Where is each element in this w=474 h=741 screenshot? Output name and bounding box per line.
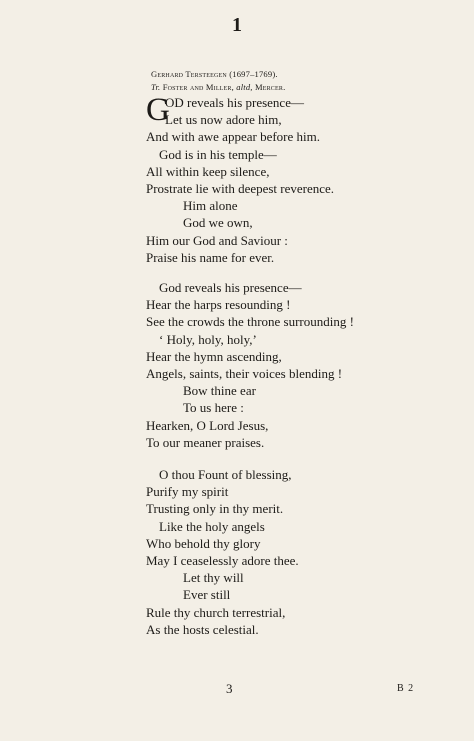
verse-line: Like the holy angels [159, 518, 265, 534]
verse-line: Let us now adore him, [165, 112, 282, 128]
author-name: Gerhard Tersteegen [151, 69, 227, 79]
page-number: 3 [226, 681, 233, 696]
stanza-2 [146, 279, 354, 451]
verse-line: God we own, [183, 215, 253, 231]
verse-line: Him alone [183, 198, 238, 214]
verse-line: Purify my spirit [146, 484, 229, 500]
verse-line: O thou Fount of blessing, [159, 467, 292, 482]
verse-line: OD reveals his presence— [165, 95, 304, 110]
verse-line: Bow thine ear [183, 383, 256, 399]
author-line [151, 68, 285, 81]
verse-line: To us here : [183, 400, 244, 416]
verse-line: Praise his name for ever. [146, 249, 275, 265]
altered-note: altd, [236, 82, 253, 92]
verse-line: May I ceaselessly adore thee. [146, 552, 299, 568]
verse-line: Hearken, O Lord Jesus, [146, 417, 269, 433]
verse-line: Prostrate lie with deepest reverence. [146, 180, 335, 196]
verse-line: To our meaner praises. [146, 434, 265, 450]
verse-line: Rule thy church terrestrial, [146, 604, 286, 620]
verse-line: As the hosts celestial. [146, 621, 259, 637]
verse-line: God reveals his presence— [159, 280, 302, 295]
translator-line [151, 81, 285, 94]
verse-line: Who behold thy glory [146, 535, 261, 551]
translator-prefix: Tr. [151, 82, 161, 92]
verse-line: And with awe appear before him. [146, 129, 320, 145]
author-dates: (1697–1769). [229, 69, 278, 79]
verse-line: See the crowds the throne surrounding ! [146, 314, 354, 330]
hymn-attribution [151, 68, 285, 94]
verse-line: Hear the harps resounding ! [146, 297, 291, 313]
verse-line: Let thy will [183, 570, 244, 586]
verse-line: Ever still [183, 587, 231, 603]
verse-line: Him our God and Saviour : [146, 232, 288, 248]
verse-line: God is in his temple— [159, 146, 277, 162]
verse-line: Trusting only in thy merit. [146, 501, 284, 517]
hymn-number: 1 [232, 14, 242, 36]
drop-cap-letter: G [146, 92, 170, 128]
translator-names: Foster and Miller, [162, 82, 234, 92]
altered-by: Mercer. [254, 82, 286, 92]
verse-line: Angels, saints, their voices blending ! [146, 365, 343, 381]
signature-mark: B 2 [397, 683, 415, 694]
verse-line: All within keep silence, [146, 163, 270, 179]
stanza-3 [146, 466, 299, 638]
stanza-1 [146, 94, 334, 266]
verse-line: Hear the hymn ascending, [146, 348, 282, 364]
verse-line: ‘ Holy, holy, holy,’ [159, 331, 257, 347]
